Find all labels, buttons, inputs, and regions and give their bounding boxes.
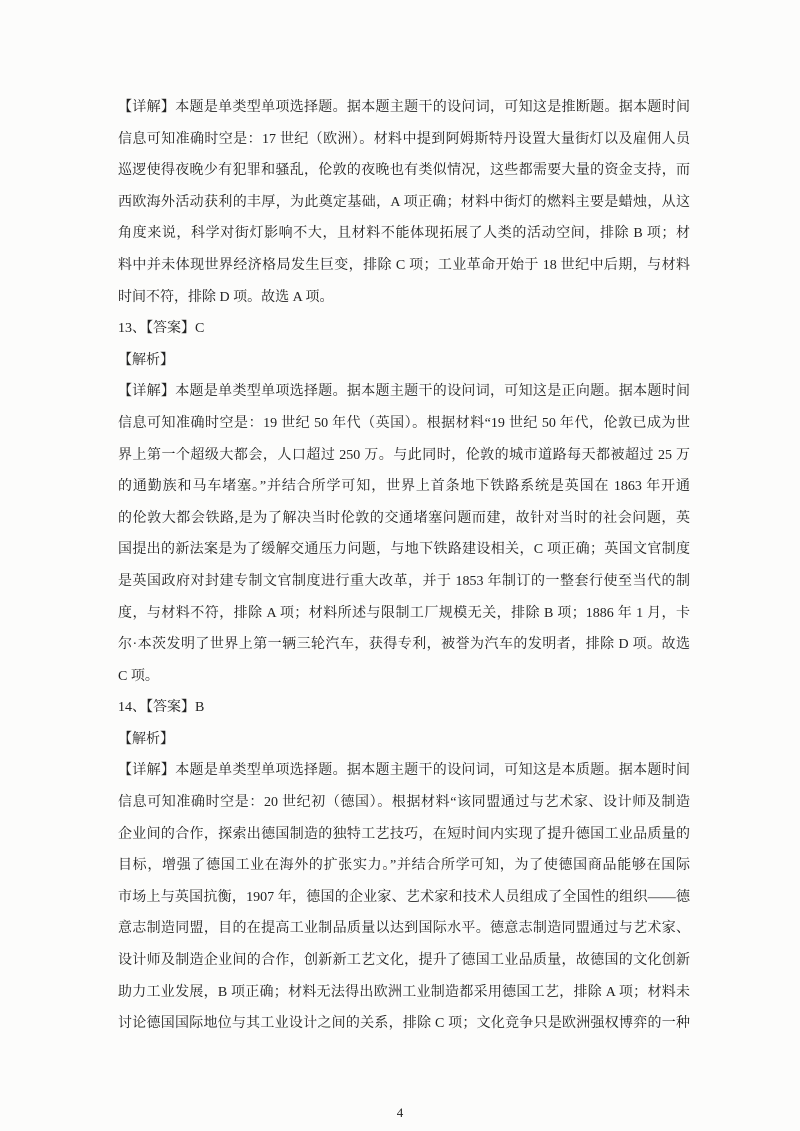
- analysis-label: 【解析】: [118, 731, 174, 747]
- detail-line: 信息可知准确时空是：20 世纪初（德国）。根据材料“该同盟通过与艺术家、设计师及制造: [118, 795, 690, 811]
- detail-line: 是英国政府对封建专制文官制度进行重大改革，并于 1853 年制订的一整套行使至当代的制: [118, 573, 690, 589]
- answer-label: 14、【答案】B: [118, 700, 205, 716]
- detail-line: 【详解】本题是单类型单项选择题。据本题主题干的设问词，可知这是正向题。据本题时间: [118, 384, 690, 400]
- detail-line: 意志制造同盟，目的在提高工业制品质量以达到国际水平。德意志制造同盟通过与艺术家、: [118, 921, 690, 937]
- detail-line: 企业间的合作，探索出德国制造的独特工艺技巧，在短时间内实现了提升德国工业品质量的: [118, 826, 690, 842]
- detail-line: 度，与材料不符，排除 A 项；材料所述与限制工厂规模无关，排除 B 项；1886 年 1 月，卡: [118, 605, 690, 621]
- detail-line: 料中并未体现世界经济格局发生巨变，排除 C 项；工业革命开始于 18 世纪中后期，与材料: [118, 257, 690, 273]
- detail-line: 巡逻使得夜晚少有犯罪和骚乱，伦敦的夜晚也有类似情况，这些都需要大量的资金支持，而: [118, 163, 690, 179]
- detail-line: 角度来说，科学对街灯影响不大，且材料不能体现拓展了人类的活动空间，排除 B 项；材: [118, 226, 690, 242]
- detail-line: C 项。: [118, 668, 159, 684]
- analysis-label: 【解析】: [118, 352, 174, 368]
- detail-line: 助力工业发展，B 项正确；材料无法得出欧洲工业制造都采用德国工艺，排除 A 项；材料未: [118, 984, 690, 1000]
- detail-line: 目标，增强了德国工业在海外的扩张实力。”并结合所学可知，为了使德国商品能够在国际: [118, 858, 690, 874]
- detail-line: 国提出的新法案是为了缓解交通压力问题，与地下铁路建设相关，C 项正确；英国文官制度: [118, 542, 690, 558]
- detail-line: 界上第一个超级大都会，人口超过 250 万。与此同时，伦敦的城市道路每天都被超过 25 万: [118, 447, 690, 463]
- detail-line: 【详解】本题是单类型单项选择题。据本题主题干的设问词，可知这是推断题。据本题时间: [118, 100, 690, 115]
- detail-line: 尔·本茨发明了世界上第一辆三轮汽车，获得专利，被誉为汽车的发明者，排除 D 项。故选: [118, 637, 690, 653]
- detail-line: 的伦敦大都会铁路,是为了解决当时伦敦的交通堵塞问题而建，故针对当时的社会问题，英: [118, 510, 690, 526]
- page-body: [118, 92, 690, 1040]
- detail-line: 信息可知准确时空是：17 世纪（欧洲）。材料中提到阿姆斯特丹设置大量街灯以及雇佣人员: [118, 131, 690, 147]
- detail-line: 市场上与英国抗衡，1907 年，德国的企业家、艺术家和技术人员组成了全国性的组织——德: [118, 889, 690, 905]
- detail-line: 【详解】本题是单类型单项选择题。据本题主题干的设问词，可知这是本质题。据本题时间: [118, 763, 690, 779]
- page-number: 4: [396, 1105, 404, 1120]
- question-13: [118, 313, 690, 692]
- detail-line: 设计师及制造企业间的合作，创新新工艺文化，提升了德国工业品质量，故德国的文化创新: [118, 953, 690, 969]
- detail-line: 西欧海外活动获利的丰厚，为此奠定基础，A 项正确；材料中街灯的燃料主要是蜡烛，从这: [118, 194, 690, 210]
- detail-line: 的通勤族和马车堵塞。”并结合所学可知，世界上首条地下铁路系统是英国在 1863 年开通: [118, 479, 690, 495]
- detail-line: 信息可知准确时空是：19 世纪 50 年代（英国）。根据材料“19 世纪 50 年代，伦敦已成为世: [118, 415, 690, 431]
- question-12-detail: [118, 92, 690, 313]
- question-14: [118, 692, 690, 1040]
- detail-line: 讨论德国国际地位与其工业设计之间的关系，排除 C 项；文化竞争只是欧洲强权博弈的一种: [118, 1016, 690, 1032]
- answer-label: 13、【答案】C: [118, 321, 205, 337]
- detail-line: 时间不符，排除 D 项。故选 A 项。: [118, 289, 334, 305]
